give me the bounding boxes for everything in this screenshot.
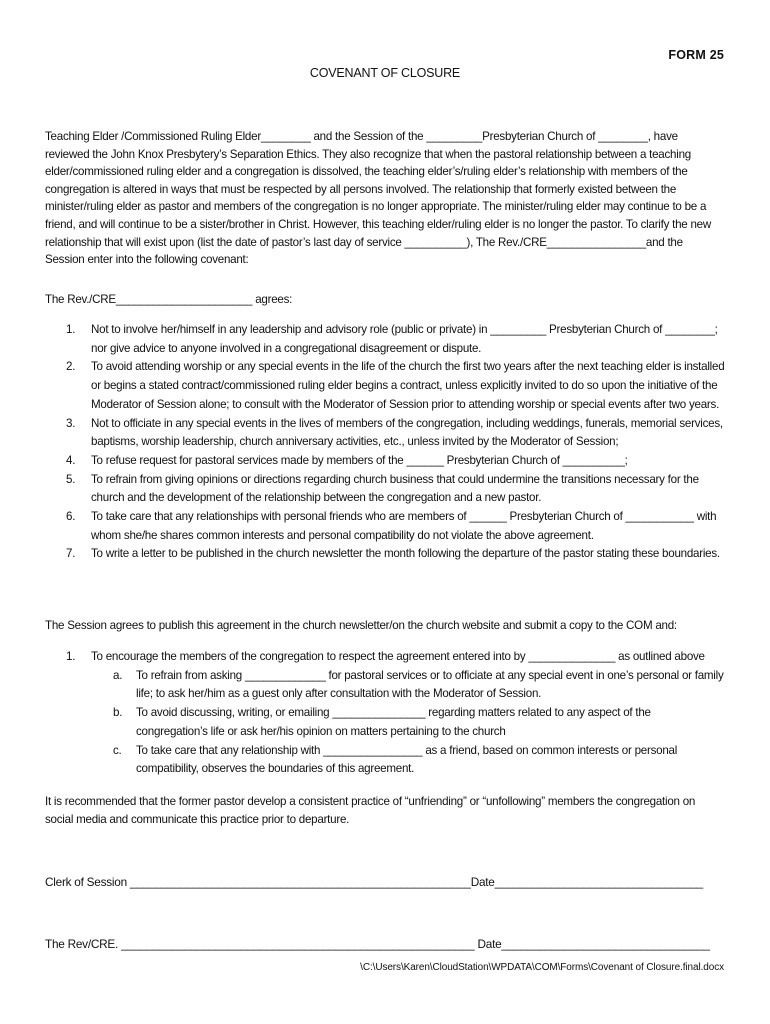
session-agreements-list — [45, 648, 725, 779]
item-text: To refrain from asking _____________ for pastoral services or to officiate at any special event in one’s personal or family life; to ask her/him as a guest only after consultation with the Moderator of Session. — [136, 668, 724, 701]
item-number: 1. — [66, 323, 76, 336]
item-letter: a. — [113, 668, 123, 682]
pastor-agrees-heading: The Rev./CRE______________________ agrees: — [45, 293, 293, 306]
item-letter: b. — [113, 706, 123, 720]
list-item — [45, 321, 725, 358]
item-number: 3. — [66, 416, 76, 430]
pastor-agreements-list — [45, 321, 725, 564]
file-path-footer: \C:\Users\Karen\CloudStation\WPDATA\COM\Forms\Covenant of Closure.final.docx — [360, 962, 724, 973]
item-number: 6. — [66, 510, 76, 524]
recommendation-section — [45, 793, 725, 828]
recommendation-paragraph: It is recommended that the former pastor develop a consistent practice of “unfriending” or “unfollowing” members the congregation on social media and communicate this practice prior to departure. — [45, 795, 696, 826]
list-item — [45, 358, 725, 414]
item-text: To take care that any relationship with ________________ as a friend, based on common interests or personal compatibility, observes the boundaries of this agreement. — [136, 743, 678, 776]
session-agreements-section — [45, 648, 725, 779]
item-number: 4. — [66, 453, 76, 467]
sub-list-item — [45, 704, 725, 741]
list-item — [45, 648, 725, 667]
intro-paragraph: Teaching Elder /Commissioned Ruling Elder________ and the Session of the _________Presbyterian Church of ________, have reviewed the John Knox Presbytery’s Separation Ethics. They also recognize that when the pastoral relationship between a teaching elder/commissioned ruling elder and a congregation is dissolved, the teaching elder’s/ruling elder’s relationship with members of the congregation is altered in ways that must be respected by all persons involved. The relationship that formerly existed between the minister/ruling elder as pastor and members of the congregation is no longer appropriate. The minister/ruling elder may continue to be a friend, and will continue to be a sister/brother in Christ. However, this teaching elder/ruling elder is no longer the pastor. To clarify the new relationship that will exist upon (list the date of pastor’s last day of service __________), The Rev./CRE________________and the Session enter into the following covenant: — [45, 130, 711, 267]
session-paragraph: The Session agrees to publish this agreement in the church newsletter/on the church website and submit a copy to the COM and: — [45, 619, 677, 632]
sub-list-item — [45, 742, 725, 779]
document-title: COVENANT OF CLOSURE — [309, 66, 461, 80]
item-number: 2. — [66, 360, 76, 374]
item-number: 1. — [66, 650, 76, 663]
pastor-agreements-section — [45, 321, 725, 564]
list-item — [45, 415, 725, 452]
item-text: Not to involve her/himself in any leadership and advisory role (public or private) in _________ Presbyterian Church of ________; nor give advice to anyone involved in a congregational disagreement or dispute. — [91, 323, 718, 355]
list-item — [45, 471, 725, 508]
sub-list-item — [45, 667, 725, 704]
item-text: To refrain from giving opinions or directions regarding church business that could undermine the transitions necessary for the church and the development of the relationship between the congregation and a new pastor. — [91, 472, 699, 505]
list-item — [45, 545, 725, 564]
pastor-agreements-heading — [45, 291, 725, 309]
session-section-heading — [45, 617, 725, 635]
form-number: FORM 25 — [668, 48, 724, 62]
item-text: To avoid attending worship or any special events in the life of the church the first two years after the next teaching elder is installed or begins a stated contract/commissioned ruling elder begins a contract, unless explicitly invited to do so upon the initiative of the Moderator of Session alone; to consult with the Moderator of Session prior to attending worship or special events after two years. — [91, 360, 725, 411]
item-number: 7. — [66, 547, 76, 561]
item-letter: c. — [113, 743, 122, 757]
item-text: To refuse request for pastoral services made by members of the ______ Presbyterian Church of __________; — [91, 453, 628, 467]
item-text: To take care that any relationships with personal friends who are members of ______ Presbyterian Church of ___________ with whom she/he shares common interests and personal compatibility do not violate the above agreement. — [91, 510, 717, 542]
item-text: Not to officiate in any special events in the lives of members of the congregation, including weddings, funerals, memorial services, baptisms, worship leadership, church anniversary activities, etc., unless invited by the Moderator of Session; — [91, 416, 723, 449]
item-text: To avoid discussing, writing, or emailing _______________ regarding matters related to any aspect of the congregation’s life or ask her/his opinion on matters pertaining to the church — [136, 706, 651, 738]
intro-section — [45, 128, 725, 269]
clerk-signature-line: Clerk of Session ______________________________________________________Date_________________________________ — [45, 875, 703, 889]
list-item — [45, 452, 725, 471]
pastor-signature-line: The Rev/CRE. ________________________________________________________ Date_________________________________ — [45, 937, 710, 951]
item-text: To write a letter to be published in the church newsletter the month following the departure of the pastor stating these boundaries. — [91, 547, 720, 561]
list-item — [45, 508, 725, 545]
item-number: 5. — [66, 472, 76, 486]
item-text: To encourage the members of the congregation to respect the agreement entered into by ______________ as outlined above — [91, 650, 705, 663]
